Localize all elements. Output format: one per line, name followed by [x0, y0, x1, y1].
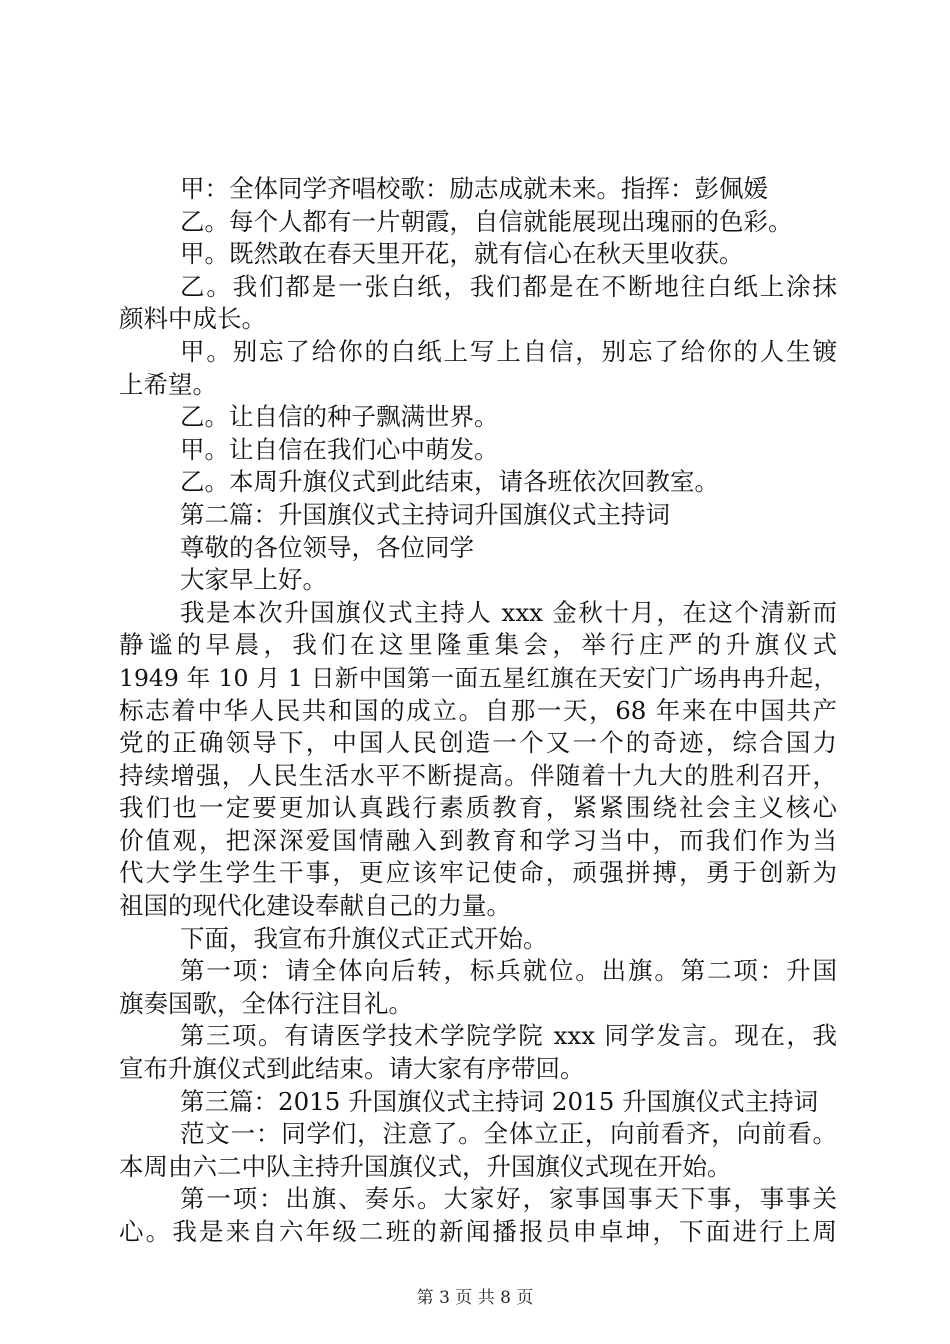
text-line: 我是本次升国旗仪式主持人 xxx 金秋十月，在这个清新而	[180, 597, 837, 627]
text-line: 乙。我们都是一张白纸，我们都是在不断地往白纸上涂抹	[180, 271, 837, 301]
text-line: 旗奏国歌，全体行注目礼。	[119, 988, 413, 1018]
text-line: 乙。让自信的种子飘满世界。	[180, 402, 499, 432]
text-line: 本周由六二中队主持升国旗仪式，升国旗仪式现在开始。	[119, 1151, 732, 1181]
text-line: 祖国的现代化建设奉献自己的力量。	[119, 891, 511, 921]
document-body	[119, 173, 837, 1249]
text-line: 乙。本周升旗仪式到此结束，请各班依次回教室。	[180, 467, 719, 497]
text-line: 尊敬的各位领导，各位同学	[180, 532, 474, 562]
text-line: 甲。让自信在我们心中萌发。	[180, 434, 499, 464]
text-line: 第一项：出旗、奏乐。大家好，家事国事天下事，事事关	[180, 1184, 837, 1214]
text-line: 第一项：请全体向后转，标兵就位。出旗。第二项：升国	[180, 956, 837, 986]
text-line: 持续增强，人民生活水平不断提高。伴随着十九大的胜利召开，	[119, 760, 837, 790]
text-line: 第三项。有请医学技术学院学院 xxx 同学发言。现在，我	[180, 1021, 837, 1051]
text-line: 乙。每个人都有一片朝霞，自信就能展现出瑰丽的色彩。	[180, 206, 793, 236]
text-line: 甲。既然敢在春天里开花，就有信心在秋天里收获。	[180, 239, 744, 269]
page-footer: 第 3 页 共 8 页	[416, 1288, 534, 1308]
text-line: 党的正确领导下，中国人民创造一个又一个的奇迹，综合国力	[119, 728, 837, 758]
text-line: 上希望。	[119, 369, 217, 399]
text-line: 我们也一定要更加认真践行素质教育，紧紧围绕社会主义核心	[119, 793, 837, 823]
text-line: 1949 年 10 月 1 日新中国第一面五星红旗在天安门广场冉冉升起，	[119, 663, 837, 692]
text-line: 甲。别忘了给你的白纸上写上自信，别忘了给你的人生镀	[180, 336, 837, 366]
text-line: 颜料中成长。	[119, 304, 266, 334]
text-line: 下面，我宣布升旗仪式正式开始。	[180, 923, 548, 953]
text-line: 范文一：同学们，注意了。全体立正，向前看齐，向前看。	[180, 1119, 837, 1149]
text-line: 宣布升旗仪式到此结束。请大家有序带回。	[119, 1054, 585, 1084]
text-line: 心。我是来自六年级二班的新闻播报员申卓坤，下面进行上周	[119, 1217, 837, 1246]
text-line: 甲：全体同学齐唱校歌：励志成就未来。指挥：彭佩媛	[180, 174, 768, 203]
text-line: 静谧的早晨，我们在这里隆重集会，举行庄严的升旗仪式	[119, 630, 837, 660]
text-line: 标志着中华人民共和国的成立。自那一天，68 年来在中国共产	[119, 695, 837, 725]
text-line: 代大学生学生干事，更应该牢记使命，顽强拼搏，勇于创新为	[119, 858, 837, 888]
text-line: 第二篇：升国旗仪式主持词升国旗仪式主持词	[180, 499, 670, 529]
text-line: 第三篇：2015 升国旗仪式主持词 2015 升国旗仪式主持词	[180, 1086, 819, 1116]
text-line: 大家早上好。	[180, 565, 327, 595]
text-line: 价值观，把深深爱国情融入到教育和学习当中，而我们作为当	[119, 825, 837, 855]
